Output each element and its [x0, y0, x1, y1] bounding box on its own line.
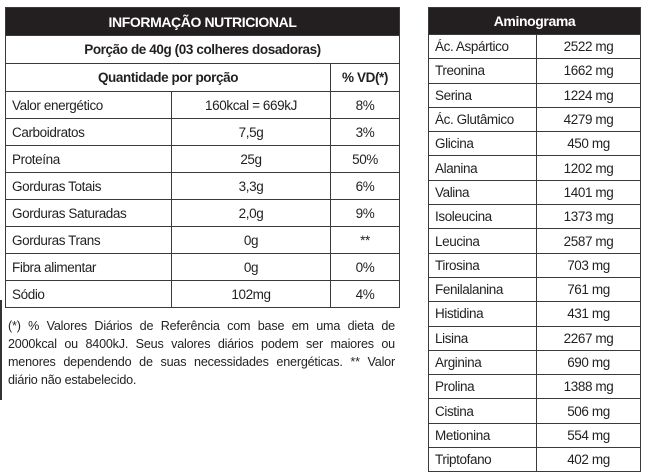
nutrient-amount: 2,0g [172, 200, 331, 227]
amino-acid-name: Lisina [429, 326, 537, 350]
table-row [6, 173, 400, 200]
nutrient-vd: 9% [331, 200, 400, 227]
table-row [6, 254, 400, 281]
amino-acid-name: Metionina [429, 423, 537, 447]
amino-acid-value: 4279 mg [537, 107, 641, 131]
table-row [6, 281, 400, 308]
table-row [429, 35, 641, 59]
table-row [429, 180, 641, 204]
table-row [6, 200, 400, 227]
table-row [429, 277, 641, 301]
table-row [6, 119, 400, 146]
quantity-header: Quantidade por porção [6, 64, 331, 92]
amino-acid-name: Alanina [429, 156, 537, 180]
nutrient-vd: 3% [331, 119, 400, 146]
amino-acid-name: Serina [429, 83, 537, 107]
amino-acid-name: Histidina [429, 302, 537, 326]
nutrient-amount: 25g [172, 146, 331, 173]
amino-acid-name: Tirosina [429, 253, 537, 277]
table-row [429, 229, 641, 253]
amino-acid-value: 554 mg [537, 423, 641, 447]
amino-acid-value: 431 mg [537, 302, 641, 326]
table-row [429, 253, 641, 277]
amino-acid-name: Arginina [429, 350, 537, 374]
nutrient-amount: 7,5g [172, 119, 331, 146]
nutrient-vd: 0% [331, 254, 400, 281]
amino-acid-name: Valina [429, 180, 537, 204]
table-row [429, 156, 641, 180]
nutrient-amount: 160kcal = 669kJ [172, 92, 331, 119]
nutrient-name: Gorduras Saturadas [6, 200, 172, 227]
table-row [429, 375, 641, 399]
amino-acid-value: 1373 mg [537, 205, 641, 229]
amino-acid-name: Treonina [429, 59, 537, 83]
nutrient-name: Fibra alimentar [6, 254, 172, 281]
table-row [429, 59, 641, 83]
nutrition-facts-table [5, 7, 400, 308]
table-row [429, 302, 641, 326]
aminogram-title: Aminograma [429, 8, 641, 35]
table-row [429, 107, 641, 131]
nutrient-name: Valor energético [6, 92, 172, 119]
amino-acid-value: 1662 mg [537, 59, 641, 83]
amino-acid-value: 1224 mg [537, 83, 641, 107]
table-row [429, 350, 641, 374]
table-row [429, 132, 641, 156]
nutrient-name: Proteína [6, 146, 172, 173]
amino-acid-value: 402 mg [537, 448, 641, 472]
footnote: (*) % Valores Diários de Referência com base em uma dieta de 2000kcal ou 8400kJ. Seus valores diários podem ser maiores ou menores dependendo de suas necessidades energéticas. ** Valor diário não estabelecido. [8, 319, 395, 387]
amino-acid-value: 761 mg [537, 277, 641, 301]
amino-acid-name: Cistina [429, 399, 537, 423]
left-edge-divider [0, 300, 2, 400]
nutrient-vd: ** [331, 227, 400, 254]
nutrient-amount: 0g [172, 227, 331, 254]
amino-acid-name: Prolina [429, 375, 537, 399]
nutrient-name: Sódio [6, 281, 172, 308]
amino-acid-value: 703 mg [537, 253, 641, 277]
table-row [429, 448, 641, 472]
table-row [6, 146, 400, 173]
amino-acid-name: Ác. Aspártico [429, 35, 537, 59]
amino-acid-value: 1202 mg [537, 156, 641, 180]
amino-acid-name: Leucina [429, 229, 537, 253]
nutrient-vd: 4% [331, 281, 400, 308]
aminogram-table [428, 7, 641, 472]
table-row [429, 83, 641, 107]
amino-acid-value: 690 mg [537, 350, 641, 374]
table-row [6, 227, 400, 254]
amino-acid-name: Isoleucina [429, 205, 537, 229]
table-row [429, 326, 641, 350]
table-row [429, 423, 641, 447]
nutrient-amount: 102mg [172, 281, 331, 308]
amino-acid-name: Glicina [429, 132, 537, 156]
table-row [6, 92, 400, 119]
amino-acid-value: 2267 mg [537, 326, 641, 350]
amino-acid-value: 1388 mg [537, 375, 641, 399]
nutrient-name: Carboidratos [6, 119, 172, 146]
vd-header: % VD(*) [331, 64, 400, 92]
nutrient-amount: 0g [172, 254, 331, 281]
nutrient-vd: 6% [331, 173, 400, 200]
nutrient-amount: 3,3g [172, 173, 331, 200]
amino-acid-value: 1401 mg [537, 180, 641, 204]
amino-acid-name: Fenilalanina [429, 277, 537, 301]
nutrient-name: Gorduras Trans [6, 227, 172, 254]
nutrient-vd: 50% [331, 146, 400, 173]
nutrient-name: Gorduras Totais [6, 173, 172, 200]
portion-size: Porção de 40g (03 colheres dosadoras) [6, 36, 400, 64]
nutrient-vd: 8% [331, 92, 400, 119]
amino-acid-name: Triptofano [429, 448, 537, 472]
table-row [429, 399, 641, 423]
amino-acid-name: Ác. Glutâmico [429, 107, 537, 131]
amino-acid-value: 450 mg [537, 132, 641, 156]
amino-acid-value: 2522 mg [537, 35, 641, 59]
amino-acid-value: 506 mg [537, 399, 641, 423]
table-row [429, 205, 641, 229]
amino-acid-value: 2587 mg [537, 229, 641, 253]
nutrition-title: INFORMAÇÃO NUTRICIONAL [6, 8, 400, 36]
